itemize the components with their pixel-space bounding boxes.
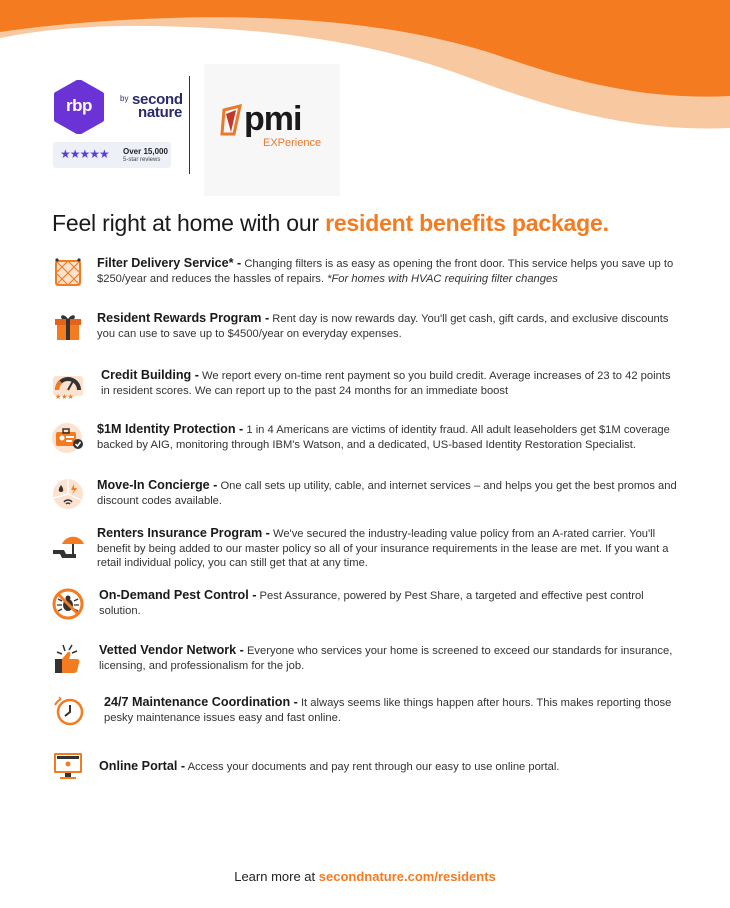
rbp-logo-text: rbp	[66, 96, 92, 115]
clock-icon	[52, 695, 84, 727]
pmi-mark-icon	[220, 104, 242, 136]
star-rating-icon: ★★★★★	[60, 147, 109, 161]
reviews-count: Over 15,000	[123, 147, 168, 156]
benefit-description: It always seems like things happen after hours. This makes reporting those pesky maintenance issues easy and fast online.	[104, 697, 672, 724]
benefit-description: Pest Assurance, powered by Pest Share, a targeted and effective pest control solution.	[99, 590, 644, 617]
reviews-badge	[53, 142, 171, 168]
benefit-title: On-Demand Pest Control -	[99, 588, 257, 602]
benefit-description: 1 in 4 Americans are victims of identity fraud. All adult leaseholders get $1M coverage backed by AIG, monitoring through IBM's Watson, and a dedicated, US-based Identity Restoration Specialist.	[97, 424, 670, 451]
footer-lead: Learn more at	[234, 869, 319, 884]
benefit-vendor-network	[52, 643, 682, 679]
pmi-logo	[204, 64, 340, 196]
headline-highlight: resident benefits package.	[325, 210, 609, 236]
benefit-text	[99, 759, 682, 775]
benefit-description: Rent day is now rewards day. You'll get cash, gift cards, and exclusive discounts you can use to save up to $4500/year on everyday expenses.	[97, 313, 669, 340]
no-bugs-icon	[52, 588, 84, 620]
logo-divider	[189, 76, 190, 174]
second-nature-line2: nature	[138, 104, 183, 121]
benefit-filter-delivery	[52, 256, 682, 292]
air-filter-icon	[52, 256, 84, 288]
gift-icon	[52, 311, 84, 343]
benefit-title: Move-In Concierge -	[97, 478, 218, 492]
benefit-description: Changing filters is as easy as opening the front door. This service helps you save up to $250/year and reduces the hassles of repairs.	[97, 258, 674, 285]
benefit-description: We've secured the industry-leading value policy from an A-rated carrier. You'll benefit by being added to our master policy so all of your insurance requirements in the lease are met. If you want a retail individual policy, you can still get that at any time.	[97, 528, 669, 569]
benefit-description: Access your documents and pay rent through our easy to use online portal.	[185, 761, 560, 773]
benefit-title: Vetted Vendor Network -	[99, 643, 244, 657]
benefit-title: Credit Building -	[101, 368, 199, 382]
benefit-description: Everyone who services your home is screened to exceed our standards for insurance, licensing, and professionalism for the job.	[99, 645, 673, 672]
computer-icon	[52, 750, 84, 782]
benefit-move-in-concierge	[52, 478, 682, 514]
benefit-title: Online Portal -	[99, 759, 186, 773]
benefit-text	[97, 422, 682, 452]
second-nature-logo	[132, 93, 183, 119]
benefit-title: Resident Rewards Program -	[97, 311, 270, 325]
benefit-description: One call sets up utility, cable, and internet services – and helps you get the best promos and discount codes available.	[97, 480, 677, 507]
logo-area	[52, 74, 352, 194]
benefit-title: 24/7 Maintenance Coordination -	[104, 695, 298, 709]
benefit-title: Filter Delivery Service* -	[97, 256, 242, 270]
benefit-maintenance	[52, 695, 682, 731]
second-nature-line1: second	[132, 91, 183, 108]
benefit-online-portal	[52, 750, 682, 786]
benefit-note: *For homes with HVAC requiring filter changes	[327, 272, 558, 285]
headline-lead: Feel right at home with our	[52, 210, 326, 236]
benefit-text	[97, 478, 682, 508]
reviews-sub: 5-star reviews	[123, 157, 161, 163]
footer-link[interactable]: secondnature.com/residents	[318, 869, 496, 884]
svg-text:★★★: ★★★	[55, 393, 74, 400]
utilities-icon	[52, 478, 84, 510]
umbrella-icon	[52, 532, 84, 564]
benefit-renters-insurance	[52, 526, 682, 576]
pmi-wordmark: pmi	[244, 100, 302, 138]
second-nature-by: by	[120, 94, 129, 103]
thumbs-up-icon	[52, 643, 84, 675]
identity-card-icon	[52, 422, 84, 454]
benefit-text	[97, 311, 682, 341]
benefit-description: We report every on-time rent payment so you build credit. Average increases of 23 to 42 points in resident scores. We can report up to the past 24 months for an immediate boost	[101, 370, 671, 397]
benefit-resident-rewards	[52, 311, 682, 347]
benefit-text	[104, 695, 682, 725]
benefit-credit-building	[52, 368, 682, 404]
benefit-text	[99, 643, 682, 673]
benefit-identity-protection	[52, 422, 682, 458]
pmi-experience: EXPerience	[263, 137, 322, 149]
benefit-text	[99, 588, 682, 618]
benefit-title: $1M Identity Protection -	[97, 422, 244, 436]
benefit-text	[97, 526, 682, 571]
credit-gauge-icon	[52, 368, 84, 400]
benefit-title: Renters Insurance Program -	[97, 526, 270, 540]
footer	[0, 869, 730, 884]
benefit-text	[101, 368, 682, 398]
page-headline	[52, 210, 609, 237]
benefit-pest-control	[52, 588, 682, 624]
benefit-text	[97, 256, 682, 286]
